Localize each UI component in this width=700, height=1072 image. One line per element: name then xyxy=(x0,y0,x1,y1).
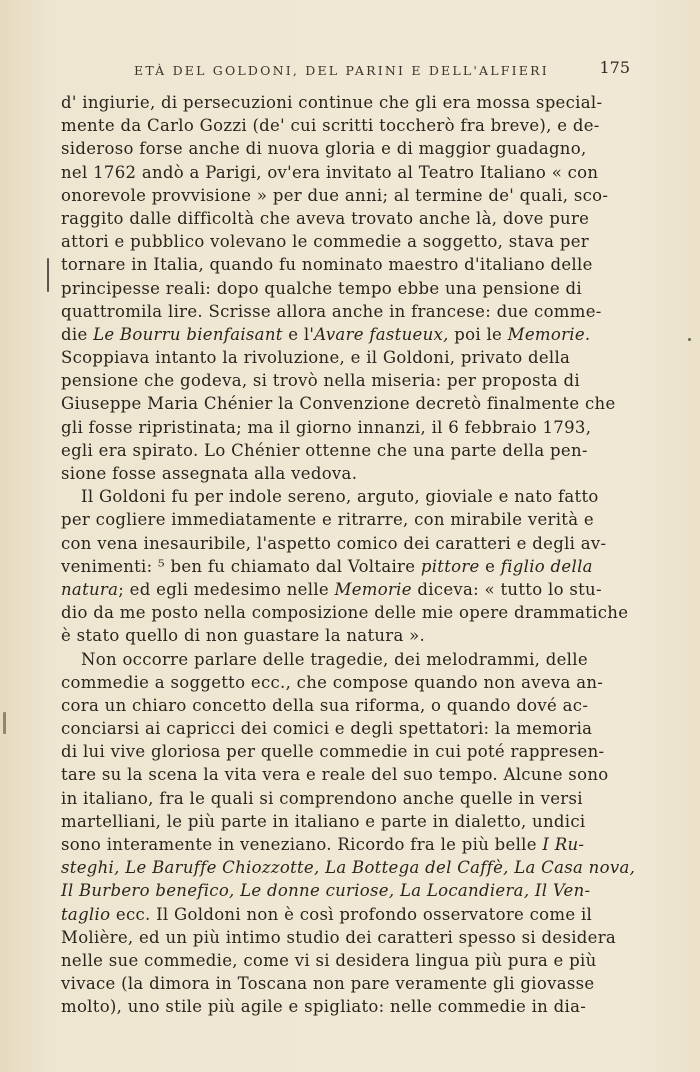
text-line: pensione che godeva, si trovò nella miseria: per proposta di xyxy=(61,371,580,391)
text-line: venimenti: ⁵ ben fu chiamato dal Voltaire pittore e figlio della xyxy=(61,556,593,576)
text-line: attori e pubblico volevano le commedie a soggetto, stava per xyxy=(61,232,589,252)
text-line: martelliani, le più parte in italiano e parte in dialetto, undici xyxy=(61,811,586,831)
text-line: commedie a soggetto ecc., che compose quando non aveva an- xyxy=(61,672,604,692)
text-line: per cogliere immediatamente e ritrarre, con mirabile verità e xyxy=(61,510,594,530)
text-line: con vena inesauribile, l'aspetto comico dei caratteri e degli av- xyxy=(61,533,607,553)
text-line: d' ingiurie, di persecuzioni continue che gli era mossa special- xyxy=(61,93,603,112)
text-line: tornare in Italia, quando fu nominato maestro d'italiano delle xyxy=(61,255,593,275)
text-line: cora un chiaro concetto della sua riforma, o quando dové ac- xyxy=(61,695,589,715)
text-line: principesse reali: dopo qualche tempo ebbe una pensione di xyxy=(61,278,582,298)
text-line: mente da Carlo Gozzi (de' cui scritti toccherò fra breve), e de- xyxy=(61,116,600,136)
text-line: Scoppiava intanto la rivoluzione, e il Goldoni, privato della xyxy=(61,348,571,368)
text-line: natura; ed egli medesimo nelle Memorie diceva: « tutto lo stu- xyxy=(61,579,602,599)
body-text xyxy=(61,91,636,1019)
ink-dot xyxy=(688,338,691,341)
text-line: Il Goldoni fu per indole sereno, arguto, gioviale e nato fatto xyxy=(81,487,599,507)
margin-mark xyxy=(47,258,49,292)
page-header xyxy=(62,58,632,80)
text-line: quattromila lire. Scrisse allora anche in francese: due comme- xyxy=(61,301,602,321)
text-line: nelle sue commedie, come vi si desidera lingua più pura e più xyxy=(61,950,597,970)
text-line: tare su la scena la vita vera e reale del suo tempo. Alcune sono xyxy=(61,765,609,785)
text-line: Non occorre parlare delle tragedie, dei melodrammi, delle xyxy=(81,649,588,669)
page-number: 175 xyxy=(599,58,630,77)
text-line: di lui vive gloriosa per quelle commedie in cui poté rappresen- xyxy=(61,742,605,762)
margin-mark xyxy=(3,712,6,734)
text-line: Il Burbero benefico, Le donne curiose, La Locandiera, Il Ven- xyxy=(61,881,591,901)
text-line: raggito dalle difficoltà che aveva trovato anche là, dove pure xyxy=(61,208,590,228)
text-line: nel 1762 andò a Parigi, ov'era invitato al Teatro Italiano « con xyxy=(61,162,599,182)
text-line: egli era spirato. Lo Chénier ottenne che una parte della pen- xyxy=(61,440,588,460)
text-line: Giuseppe Maria Chénier la Convenzione decretò finalmente che xyxy=(61,394,616,414)
text-line: conciarsi ai capricci dei comici e degli spettatori: la memoria xyxy=(61,719,593,739)
text-line: dio da me posto nella composizione delle mie opere drammatiche xyxy=(61,603,629,623)
text-line: vivace (la dimora in Toscana non pare veramente gli giovasse xyxy=(61,974,595,994)
text-line: sione fosse assegnata alla vedova. xyxy=(61,464,358,483)
text-line: taglio ecc. Il Goldoni non è così profondo osservatore come il xyxy=(61,904,593,924)
text-line: die Le Bourru bienfaisant e l'Avare fastueux, poi le Memorie. xyxy=(61,324,591,344)
text-line: Molière, ed un più intimo studio dei caratteri spesso si desidera xyxy=(61,927,617,947)
running-head: ETÀ DEL GOLDONI, DEL PARINI E DELL'ALFIERI xyxy=(134,63,549,78)
text-line: in italiano, fra le quali si comprendono anche quelle in versi xyxy=(61,788,583,808)
text-line: gli fosse ripristinata; ma il giorno innanzi, il 6 febbraio 1793, xyxy=(61,417,592,437)
text-line: sono interamente in veneziano. Ricordo fra le più belle I Ru- xyxy=(61,835,585,854)
text-line: onorevole provvisione » per due anni; al termine de' quali, sco- xyxy=(61,185,609,205)
text-line: sideroso forse anche di nuova gloria e di maggior guadagno, xyxy=(61,139,587,159)
text-line: è stato quello di non guastare la natura ». xyxy=(61,626,426,646)
text-line: steghi, Le Baruffe Chiozzotte, La Bottega del Caffè, La Casa nova, xyxy=(61,858,636,878)
text-line: molto), uno stile più agile e spigliato: nelle commedie in dia- xyxy=(61,997,587,1017)
